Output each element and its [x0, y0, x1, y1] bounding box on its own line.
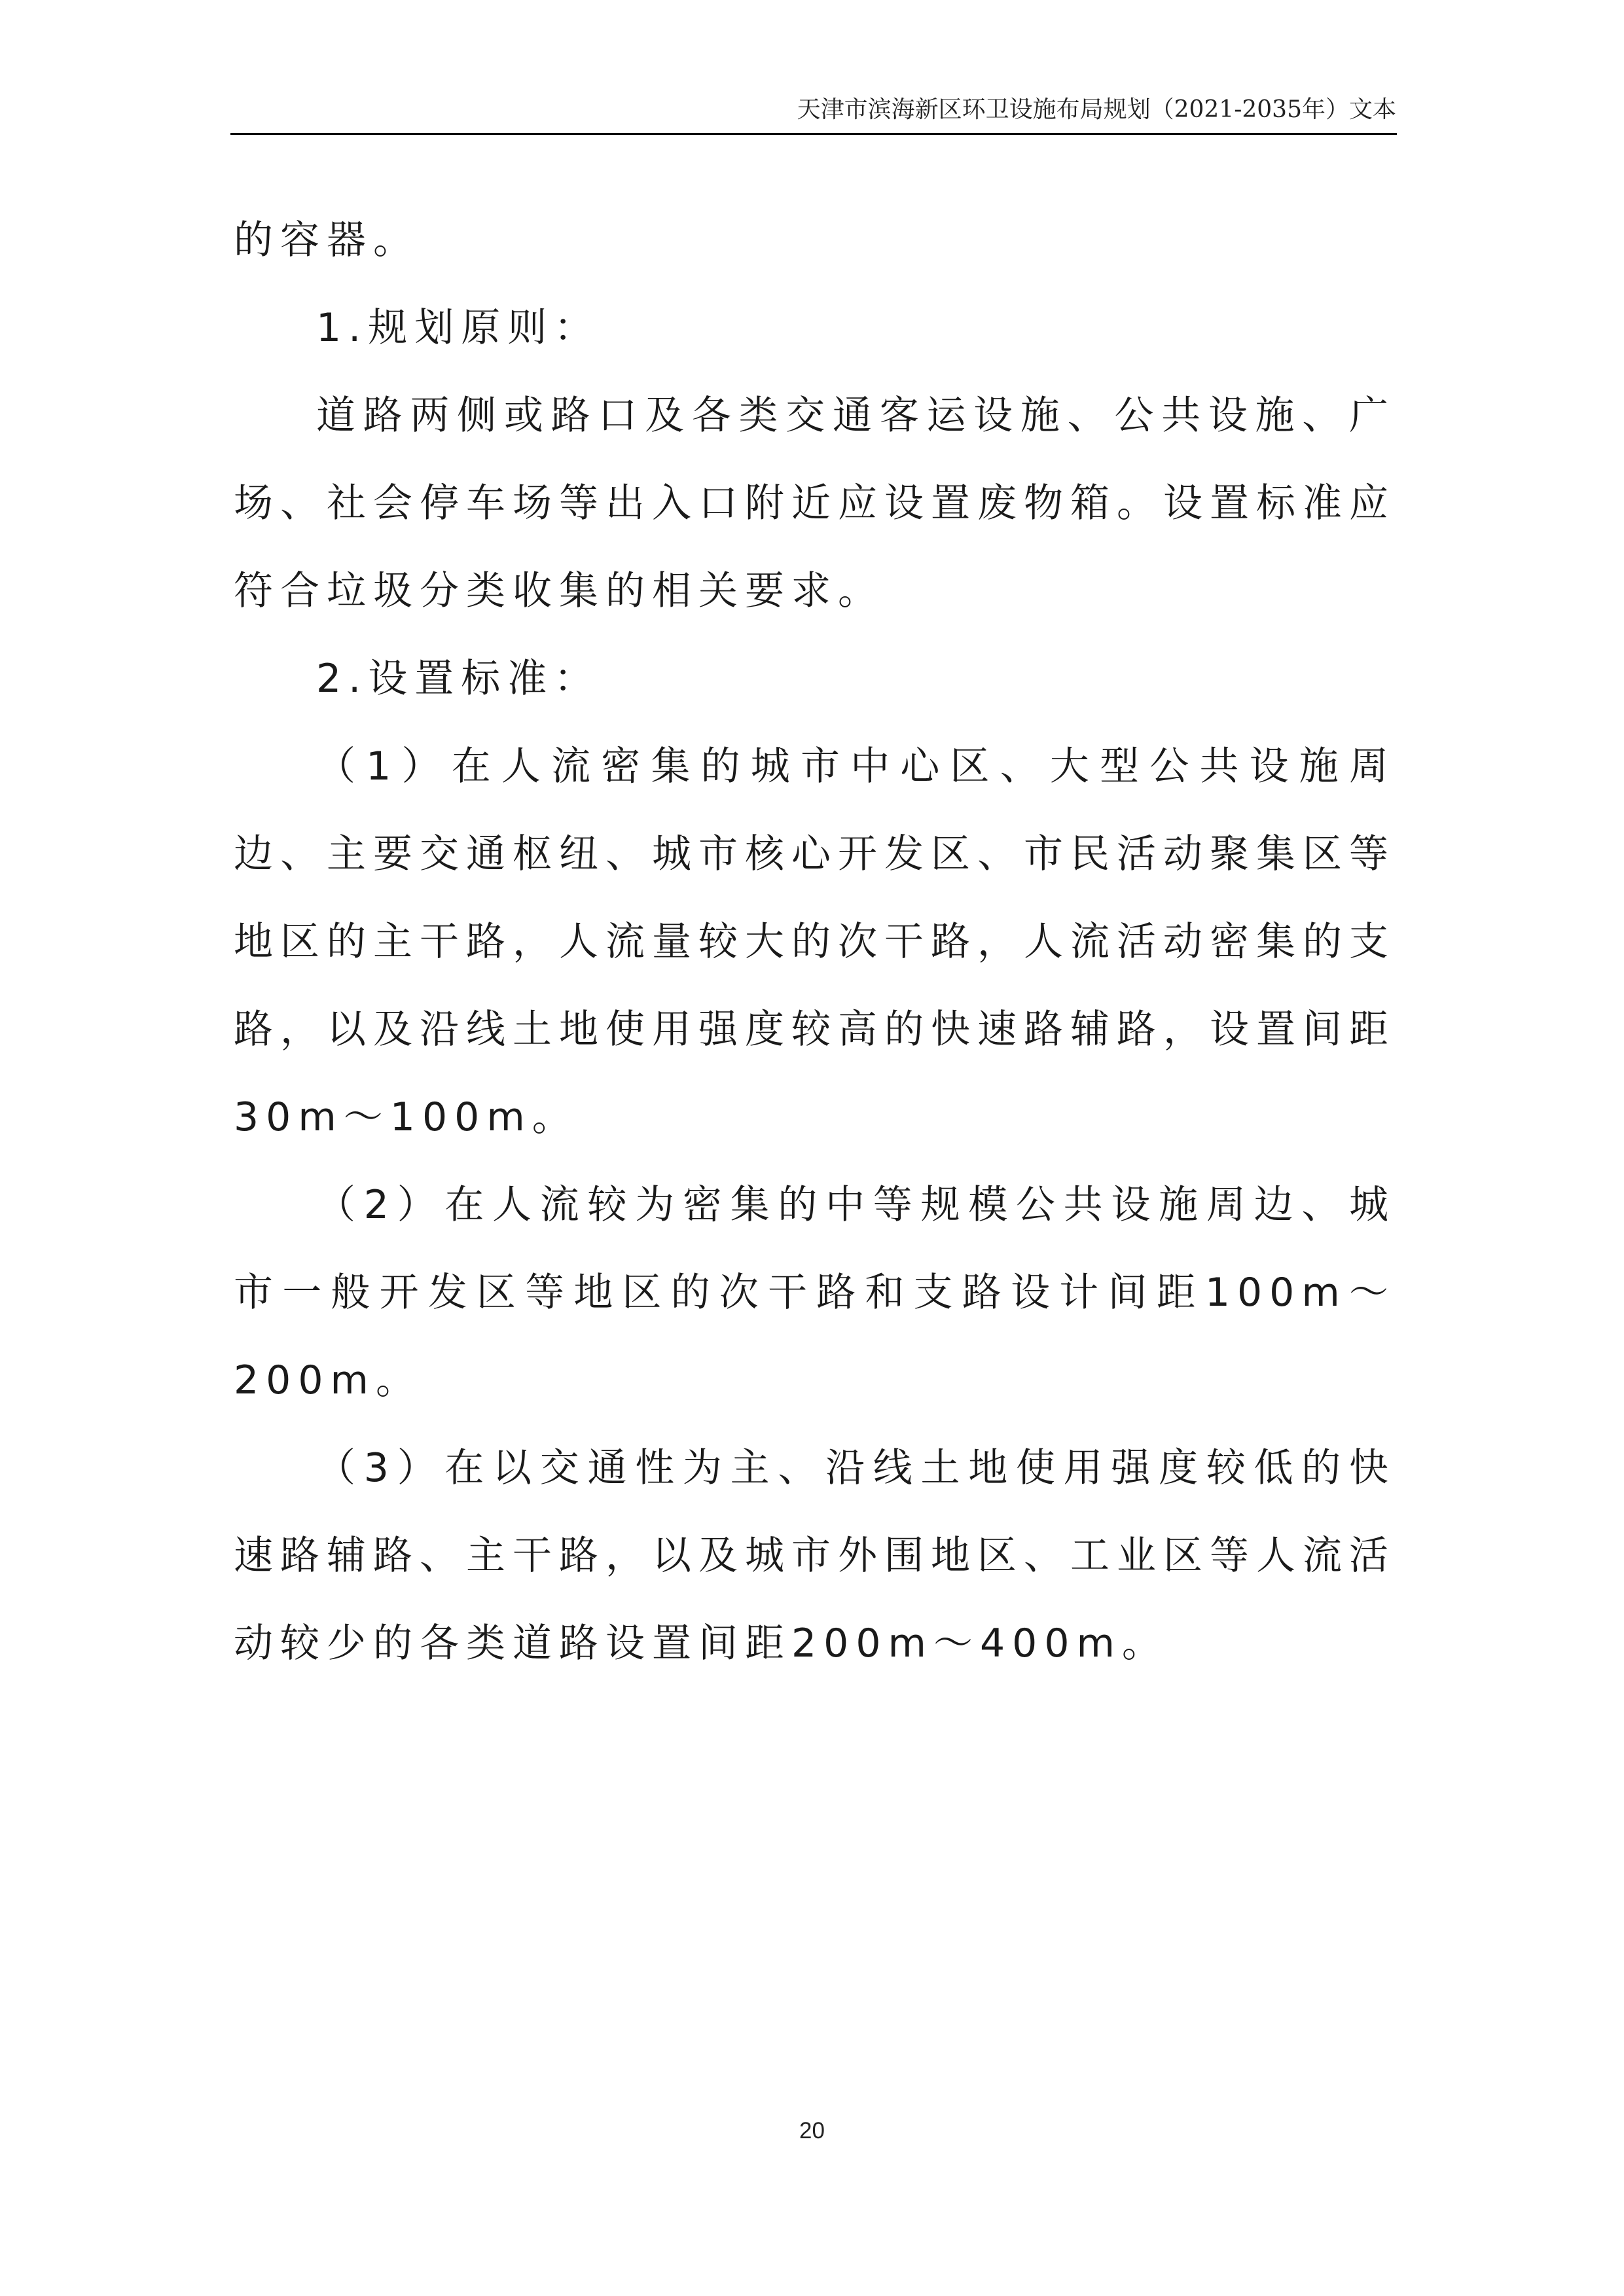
paragraph-standard-2: （2）在人流较为密集的中等规模公共设施周边、城市一般开发区等地区的次干路和支路设计间距100m～200m。	[234, 1182, 1396, 1403]
header-title: 天津市滨海新区环卫设施布局规划（2021-2035年）文本	[797, 96, 1396, 123]
paragraph-standard-3: （3）在以交通性为主、沿线土地使用强度较低的快速路辅路、主干路，以及城市外围地区、工业区等人流活动较少的各类道路设置间距200m～400m。	[234, 1445, 1396, 1666]
section-heading-principles: 1.规划原则：	[316, 305, 601, 351]
paragraph-standard-1: （1）在人流密集的城市中心区、大型公共设施周边、主要交通枢纽、城市核心开发区、市民活动聚集区等地区的主干路，人流量较大的次干路，人流活动密集的支路，以及沿线土地使用强度较高的快速路辅路，设置间距30m～100m。	[234, 744, 1396, 1140]
paragraph-principles: 道路两侧或路口及各类交通客运设施、公共设施、广场、社会停车场等出入口附近应设置废物箱。设置标准应符合垃圾分类收集的相关要求。	[234, 393, 1396, 614]
document-body	[234, 196, 1396, 1687]
header-divider	[230, 133, 1397, 135]
section-heading-standards: 2.设置标准：	[316, 656, 601, 702]
paragraph-continuation: 的容器。	[234, 217, 420, 263]
page-number: 20	[799, 2118, 825, 2144]
